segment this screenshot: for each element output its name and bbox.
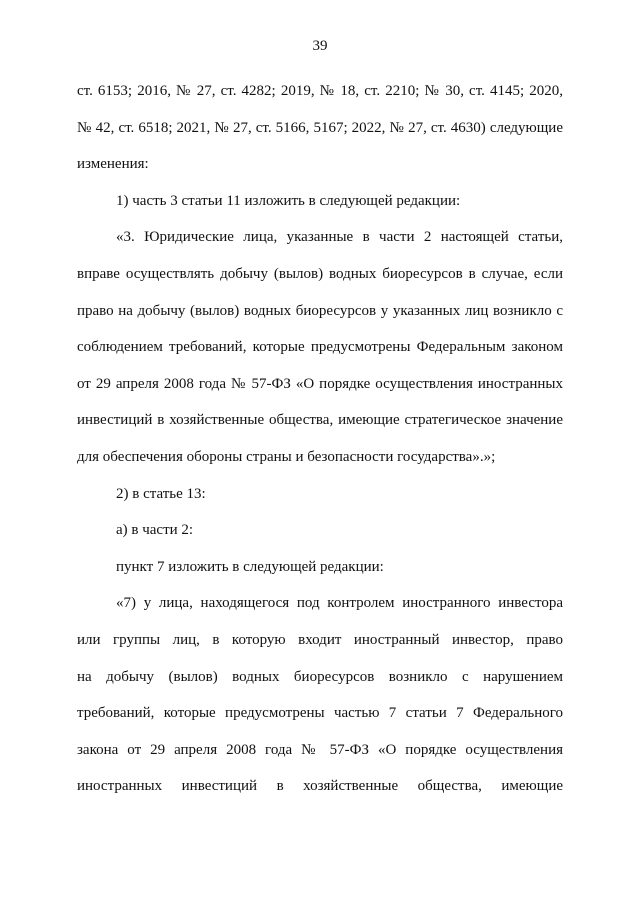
text-line: «3. Юридические лица, указанные в части 2 настоящей статьи, <box>116 229 563 246</box>
text-line: ст. 6153; 2016, № 27, ст. 4282; 2019, № 18, ст. 2210; № 30, ст. 4145; 2020, <box>77 83 563 99</box>
text-line: или группы лиц, в которую входит иностранный инвестор, право <box>77 631 563 648</box>
text-line: на добычу (вылов) водных биоресурсов возникло с нарушением <box>77 668 563 685</box>
list-item-heading: а) в части 2: <box>116 522 194 539</box>
text-line: инвестиций в хозяйственные общества, имеющие стратегическое значение <box>77 412 563 429</box>
list-item-heading: 2) в статье 13: <box>116 485 206 502</box>
text-line: закона от 29 апреля 2008 года № 57-ФЗ «О порядке осуществления <box>77 741 563 758</box>
text-line: изменения: <box>77 156 149 173</box>
text-line: пункт 7 изложить в следующей редакции: <box>116 558 384 575</box>
page-number: 39 <box>312 38 328 54</box>
text-line: для обеспечения обороны страны и безопасности государства».»; <box>77 448 496 465</box>
text-line: «7) у лица, находящегося под контролем иностранного инвестора <box>116 595 563 612</box>
list-item-heading: 1) часть 3 статьи 11 изложить в следующей редакции: <box>116 192 461 209</box>
text-line: № 42, ст. 6518; 2021, № 27, ст. 5166, 5167; 2022, № 27, ст. 4630) следующие <box>77 119 563 136</box>
text-line: иностранных инвестиций в хозяйственные общества, имеющие <box>77 778 563 795</box>
text-line: от 29 апреля 2008 года № 57-ФЗ «О порядке осуществления иностранных <box>77 375 563 392</box>
text-line: требований, которые предусмотрены частью 7 статьи 7 Федерального <box>77 705 563 722</box>
text-line: вправе осуществлять добычу (вылов) водных биоресурсов в случае, если <box>77 265 563 282</box>
text-line: соблюдением требований, которые предусмотрены Федеральным законом <box>77 339 563 356</box>
document-body <box>77 73 563 805</box>
text-line: право на добычу (вылов) водных биоресурсов у указанных лиц возникло с <box>77 302 563 319</box>
